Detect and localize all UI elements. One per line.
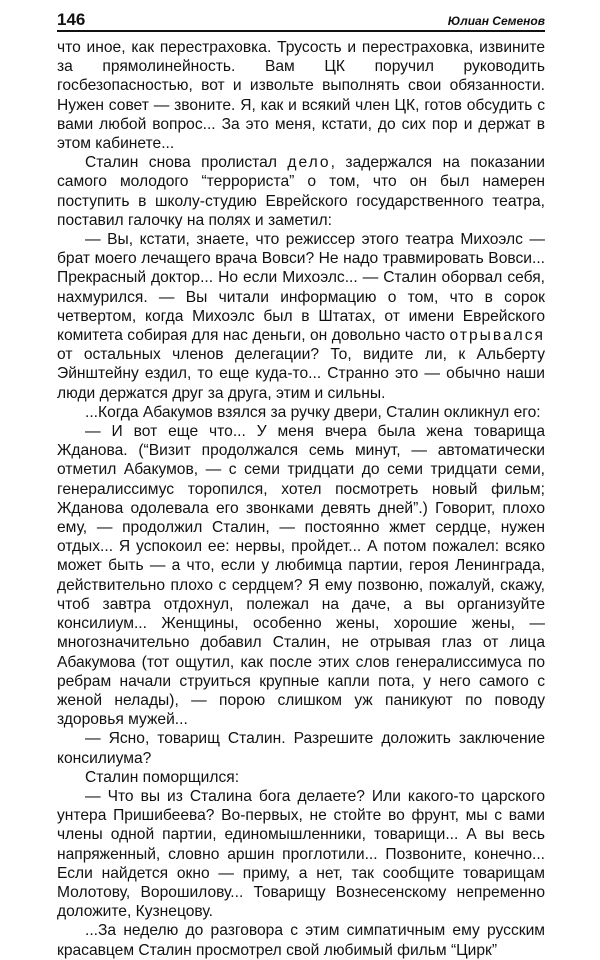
running-head-author: Юлиан Семенов <box>447 14 545 28</box>
paragraph <box>57 230 545 403</box>
spaced-emphasis: отрывался <box>449 327 545 345</box>
text-run: ...За неделю до разговора с этим симпатичным ему русским красавцем Сталин просмотрел свой любимый фильм “Цирк” <box>57 922 545 959</box>
book-page <box>57 8 545 960</box>
paragraph <box>57 153 545 230</box>
paragraph <box>57 403 545 422</box>
paragraph <box>57 729 545 767</box>
text-run: что иное, как перестраховка. Трусость и перестраховка, извините за прямолинейность. Вам ЦК поручил руководить госбезопасностью, вот и извольте выполнять свои обязанности. Нужен совет — звоните. Я, как и всякий член ЦК, готов обсудить с вами любой вопрос... За это меня, кстати, до сих пор и держат в этом кабинете... <box>57 39 545 153</box>
text-run: ...Когда Абакумов взялся за ручку двери, Сталин окликнул его: <box>85 403 541 421</box>
text-run: — И вот еще что... У меня вчера была жена товарища Жданова. (“Визит продолжался семь минут, — автоматически отметил Абакумов, — с семи тридцати до семи тридцати семи, генералиссимус торопился, хотел посмотреть новый фильм; Жданова одолевала его звонками девять дней”.) Говорит, плохо ему, — продолжил Сталин, — постоянно жмет сердце, нужен отдых... Я успокоил ее: нервы, пройдет... А потом пожалел: всяко может быть — а что, если у любимца партии, героя Ленинграда, действительно плохо с сердцем? Я ему позвоню, пожалуй, скажу, чтоб завтра отдохнул, полежал на даче, а вы организуйте консилиум... Женщины, особенно жены, хорошие жены, — многозначительно добавил Сталин, не отрывая глаз от лица Абакумова (тот ощутил, как после этих слов генералиссимуса по ребрам начали струиться крупные капли пота, у него самого с женой нелады), — порою слишком уж паникуют по поводу здоровья мужей... <box>57 423 545 729</box>
paragraph <box>57 422 545 729</box>
text-run: Сталин поморщился: <box>85 768 240 786</box>
text-run: — Вы, кстати, знаете, что режиссер этого театра Михоэлс — брат моего лечащего врача Вовси? Не надо травмировать Вовси... Прекрасный доктор... Но если Михоэлс... — Сталин оборвал себя, нахмурился. — Вы читали информацию о том, что в сорок четвертом, когда Михоэлс был в Штатах, от имени Еврейского комитета собирая для нас деньги, он довольно часто <box>57 231 545 345</box>
spaced-emphasis: дело <box>287 154 331 172</box>
text-run: , задержался на показании самого молодого “террориста” о том, что он был намерен поступить в школу-студию Еврейского государственного театра, поставил галочку на полях и заметил: <box>57 154 545 229</box>
page-header <box>57 8 545 34</box>
text-run: — Ясно, товарищ Сталин. Разрешите доложить заключение консилиума? <box>57 730 545 767</box>
text-run: — Что вы из Сталина бога делаете? Или какого-то царского унтера Пришибеева? Во-первых, не стойте во фрунт, мы с вами члены одной партии, единомышленники, товарищи... А вы весь напряженный, словно аршин проглотили... Позвоните, конечно... Если найдется окно — приму, а нет, так сообщите товарищам Молотову, Ворошилову... Товарищу Вознесенскому непременно доложите, Кузнецову. <box>57 787 545 921</box>
text-run: Сталин снова пролистал <box>85 154 288 172</box>
paragraph <box>57 38 545 153</box>
paragraph <box>57 787 545 921</box>
paragraph <box>57 768 545 787</box>
header-rule <box>57 30 545 32</box>
page-number: 146 <box>57 10 86 29</box>
paragraph <box>57 921 545 959</box>
body-text <box>57 38 545 960</box>
text-run: от остальных членов делегации? То, видите ли, к Альберту Эйнштейну ездил, то еще куда-то... Странно это — обычно наши люди держатся друг за друга, этим и сильны. <box>57 346 545 402</box>
